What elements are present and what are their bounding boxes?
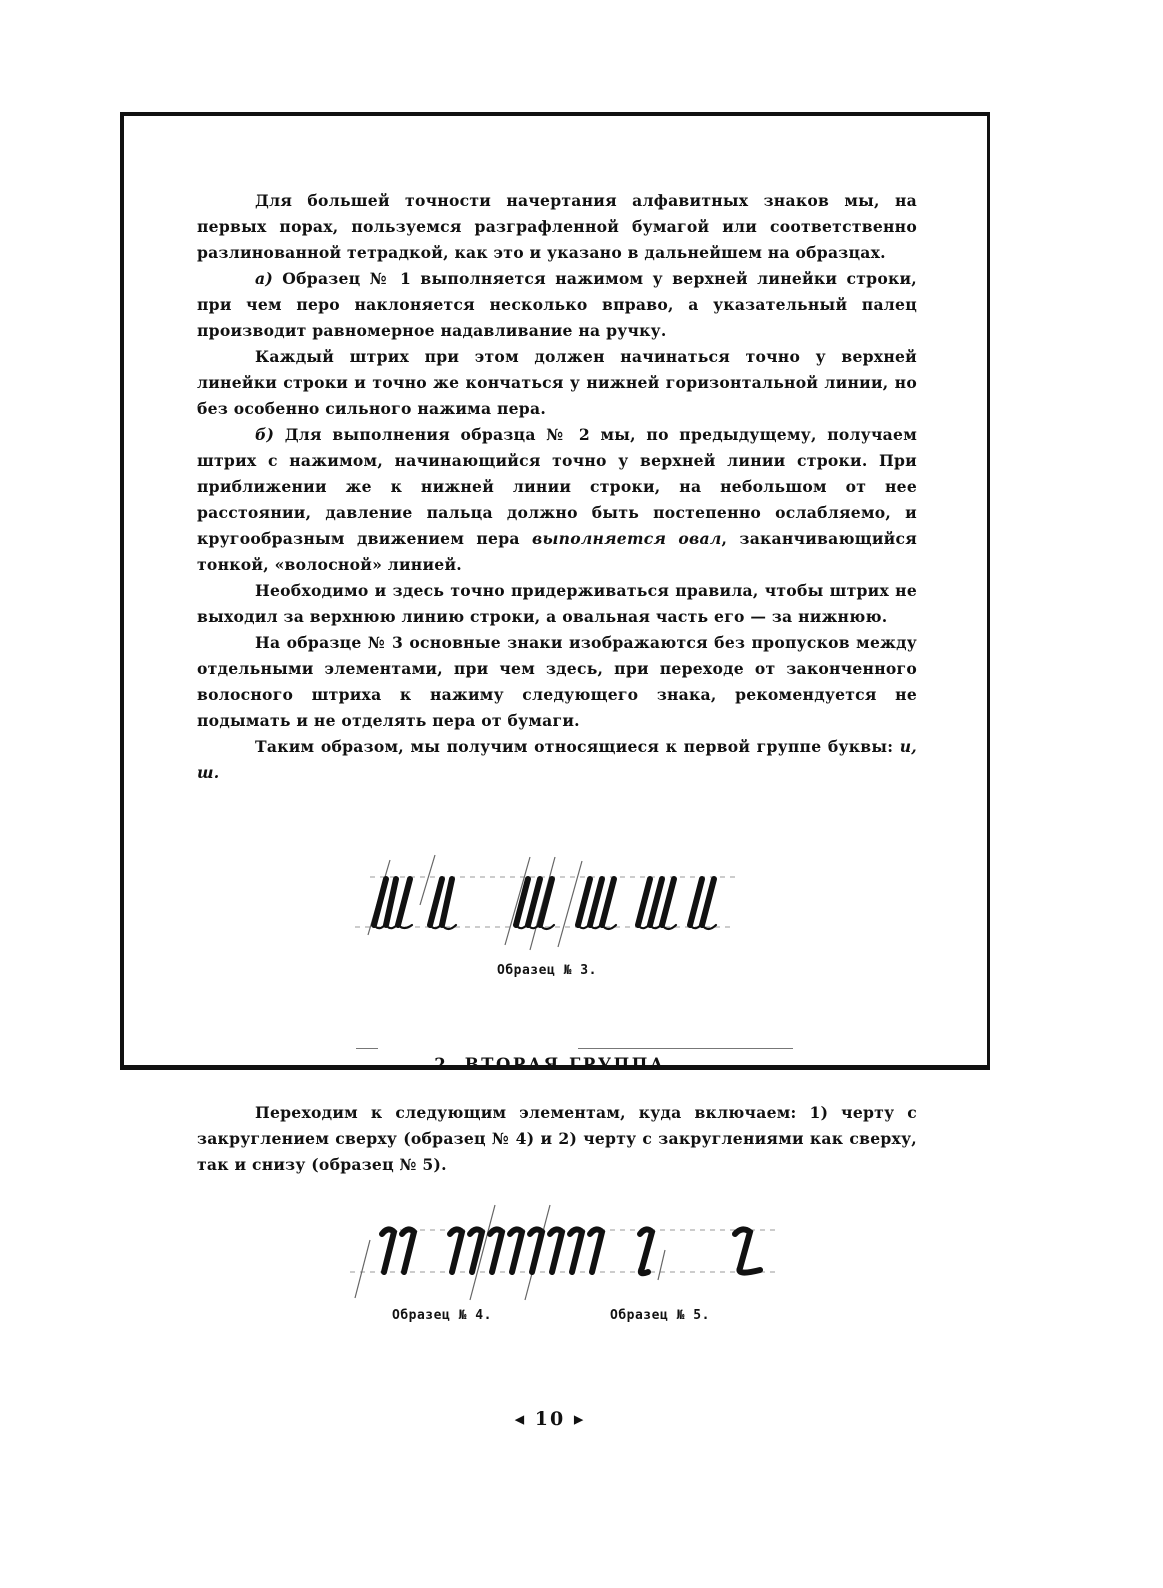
paragraph-a-text: Образец № 1 выполняется нажимом у верхней линейки строки, при чем перо наклоняется несколько вправо, а указательный палец производит равномерное надавливание на ручку. [197, 269, 917, 340]
slant-guides-2 [355, 1205, 665, 1300]
paragraph-b-text-after: , заканчивающийся тонкой, «волосной» линией. [197, 529, 917, 574]
paragraph-letters-italic: и, ш. [197, 737, 917, 782]
section-paragraph: Переходим к следующим элементам, куда включаем: 1) черту с закруглением сверху (образец № 4) и 2) черту с закруглениями как сверху, так и снизу (образец № 5). [197, 1103, 917, 1174]
caption-sample-4: Образец № 4. [392, 1308, 492, 1323]
calligraphy-sample-3 [350, 855, 750, 955]
paragraph-b-italic: выполняется овал [532, 529, 722, 548]
calligraphy-samples-4-5 [340, 1200, 800, 1310]
paragraph-intro: Для большей точности начертания алфавитных знаков мы, на первых порах, пользуемся разграфленной бумагой или соответственно разлинованной тетрадкой, как это и указано в дальнейшем на образцах. [197, 191, 917, 262]
paragraph-a-marker: а) [255, 269, 273, 288]
paragraph-b-marker: б) [255, 425, 275, 444]
letter-strokes-2 [382, 1229, 760, 1273]
paragraph-letters-text: Таким образом, мы получим относящиеся к первой группе буквы: [255, 737, 900, 756]
paragraph-letters [197, 734, 917, 786]
paragraph-rule: Необходимо и здесь точно придерживаться правила, чтобы штрих не выходил за верхнюю линию строки, а овальная часть его — за нижнюю. [197, 581, 917, 626]
paragraph-sample3: На образце № 3 основные знаки изображаются без пропусков между отдельными элементами, при чем здесь, при переходе от законченного волосного штриха к нажиму следующего знака, рекомендуется не подымать и не отделять пера от бумаги. [197, 633, 917, 730]
bottom-dash-left [356, 1048, 378, 1049]
section-text [197, 1100, 917, 1178]
section-heading: 2. ВТОРАЯ ГРУППА [434, 1055, 666, 1074]
paragraph-stroke: Каждый штрих при этом должен начинаться точно у верхней линейки строки и точно же кончаться у нижней горизонтальной линии, но без особенно сильного нажима пера. [197, 347, 917, 418]
slant-guides [368, 855, 582, 950]
paragraph-b-text-before: Для выполнения образца № 2 мы, по предыдущему, получаем штрих с нажимом, начинающийся точно у верхней линии строки. При приближении же к нижней линии строки, на небольшом от нее расстоянии, давление пальца должно быть постепенно ослабляемо, и кругообразным движением пера [197, 425, 917, 548]
page-number: ◂ 10 ▸ [514, 1408, 586, 1430]
bottom-dash-right [578, 1048, 793, 1049]
paragraph-b [197, 422, 917, 578]
caption-sample-5: Образец № 5. [610, 1308, 710, 1323]
main-text [197, 188, 917, 786]
paragraph-a [197, 266, 917, 344]
caption-sample-3: Образец № 3. [497, 963, 597, 978]
